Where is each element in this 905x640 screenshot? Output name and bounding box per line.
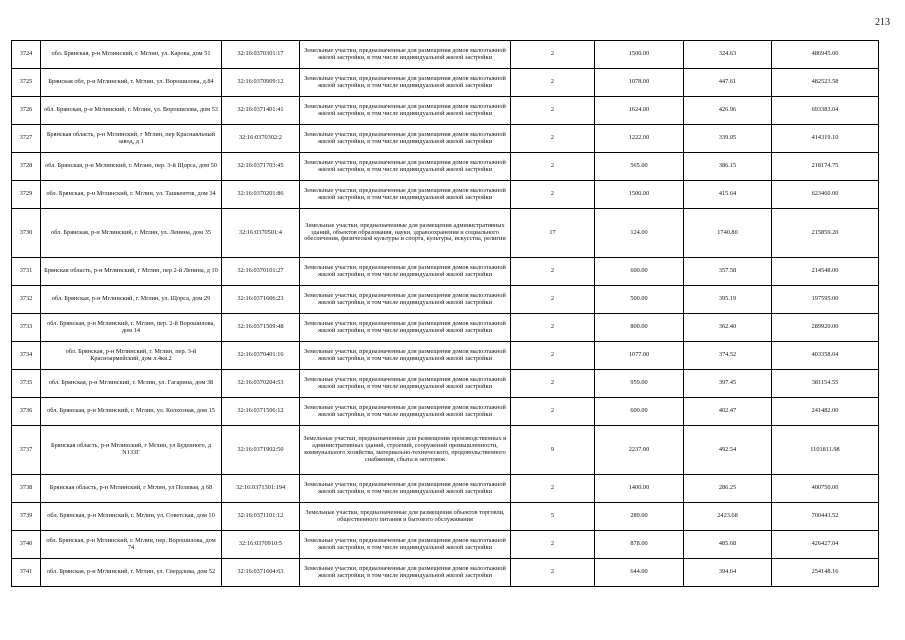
- land-use-cell: Земельные участки, предназначенные для размещения домов малоэтажной жилой застройки, в том числе индивидуальной жилой застройки: [300, 559, 511, 587]
- address-cell: обл. Брянская, р-н Мглинский, г. Мглин, ул. Советская, дом 10: [41, 503, 222, 531]
- area-cell: 1078.00: [595, 69, 684, 97]
- cadastral-number-cell: 32:16:0370301:17: [222, 41, 300, 69]
- specific-value-cell: 447.61: [684, 69, 772, 97]
- row-number-cell: 3741: [12, 559, 41, 587]
- specific-value-cell: 324.63: [684, 41, 772, 69]
- area-cell: 500.00: [595, 286, 684, 314]
- land-use-cell: Земельные участки, предназначенные для размещения домов малоэтажной жилой застройки, в том числе индивидуальной жилой застройки: [300, 314, 511, 342]
- row-number-cell: 3737: [12, 426, 41, 475]
- cadastral-value-cell: 241482.00: [772, 398, 879, 426]
- area-cell: 1222.00: [595, 125, 684, 153]
- group-number-cell: 2: [511, 370, 595, 398]
- specific-value-cell: 395.19: [684, 286, 772, 314]
- area-cell: 1400.00: [595, 475, 684, 503]
- address-cell: Брянская область, р-н Мглинский, г Мглин, пер 2-й Ленина, д 10: [41, 258, 222, 286]
- specific-value-cell: 357.58: [684, 258, 772, 286]
- cadastral-number-cell: 32:16:0370101:27: [222, 258, 300, 286]
- land-use-cell: Земельные участки, предназначенные для размещения домов малоэтажной жилой застройки, в том числе индивидуальной жилой застройки: [300, 125, 511, 153]
- cadastral-number-cell: 32:16:0370201:86: [222, 181, 300, 209]
- specific-value-cell: 286.25: [684, 475, 772, 503]
- land-use-cell: Земельные участки, предназначенные для размещения домов малоэтажной жилой застройки, в том числе индивидуальной жилой застройки: [300, 370, 511, 398]
- group-number-cell: 2: [511, 258, 595, 286]
- cadastral-number-cell: 32:16:0370909:12: [222, 69, 300, 97]
- address-cell: обл. Брянская, р-н Мглинский, г. Мглин, ул. Свердлова, дом 52: [41, 559, 222, 587]
- table-row: [12, 258, 879, 286]
- address-cell: обл. Брянская, р-н Мглинский, г. Мглин, пер. 2-й Ворошилова, дом 14: [41, 314, 222, 342]
- table-row: [12, 125, 879, 153]
- address-cell: обл. Брянская, р-н Мглинский, г. Мглин, ул. Щорса, дом 29: [41, 286, 222, 314]
- specific-value-cell: 485.68: [684, 531, 772, 559]
- area-cell: 600.00: [595, 398, 684, 426]
- cadastral-value-cell: 381154.55: [772, 370, 879, 398]
- table-row: [12, 97, 879, 125]
- address-cell: обл. Брянская, р-н Мглинский, г. Мглин, пер. 3-й Красноармейский, дом л.4кв.2: [41, 342, 222, 370]
- land-use-cell: Земельные участки, предназначенные для размещения домов малоэтажной жилой застройки, в том числе индивидуальной жилой застройки: [300, 41, 511, 69]
- table-row: [12, 503, 879, 531]
- specific-value-cell: 415.64: [684, 181, 772, 209]
- area-cell: 565.00: [595, 153, 684, 181]
- land-use-cell: Земельные участки, предназначенные для размещения домов малоэтажной жилой застройки, в том числе индивидуальной жилой застройки: [300, 97, 511, 125]
- row-number-cell: 3731: [12, 258, 41, 286]
- table-row: [12, 286, 879, 314]
- cadastral-value-cell: 693383.04: [772, 97, 879, 125]
- land-use-cell: Земельные участки, предназначенные для размещения домов малоэтажной жилой застройки, в том числе индивидуальной жилой застройки: [300, 286, 511, 314]
- specific-value-cell: 402.47: [684, 398, 772, 426]
- table-row: [12, 153, 879, 181]
- address-cell: Брянская обл, р-н Мглинский, г. Мглин, ул. Ворошилова, д.84: [41, 69, 222, 97]
- specific-value-cell: 426.96: [684, 97, 772, 125]
- row-number-cell: 3728: [12, 153, 41, 181]
- address-cell: обл. Брянская, р-н Мглинский, г. Мглин, ул. Ташкентов, дом 34: [41, 181, 222, 209]
- row-number-cell: 3738: [12, 475, 41, 503]
- cadastral-value-cell: 214548.00: [772, 258, 879, 286]
- cadastral-value-table: [11, 40, 879, 587]
- table-row: [12, 426, 879, 475]
- group-number-cell: 2: [511, 286, 595, 314]
- specific-value-cell: 386.15: [684, 153, 772, 181]
- table-row: [12, 209, 879, 258]
- cadastral-number-cell: 32:16:0371101:12: [222, 503, 300, 531]
- table-row: [12, 69, 879, 97]
- specific-value-cell: 397.45: [684, 370, 772, 398]
- area-cell: 600.00: [595, 258, 684, 286]
- area-cell: 124.00: [595, 209, 684, 258]
- group-number-cell: 17: [511, 209, 595, 258]
- row-number-cell: 3733: [12, 314, 41, 342]
- cadastral-number-cell: 32:16:0371301:194: [222, 475, 300, 503]
- table-row: [12, 559, 879, 587]
- row-number-cell: 3730: [12, 209, 41, 258]
- cadastral-value-cell: 1101811.98: [772, 426, 879, 475]
- cadastral-value-cell: 215859.20: [772, 209, 879, 258]
- specific-value-cell: 492.54: [684, 426, 772, 475]
- row-number-cell: 3726: [12, 97, 41, 125]
- cadastral-value-cell: 403358.04: [772, 342, 879, 370]
- group-number-cell: 2: [511, 475, 595, 503]
- row-number-cell: 3736: [12, 398, 41, 426]
- cadastral-number-cell: 32:16:0371506:12: [222, 398, 300, 426]
- land-use-cell: Земельные участки, предназначенные для размещения административных зданий, объектов образования, науки, здравоохранения и социального обеспечения, физической культуры и спорта, культуры, искусства, религии: [300, 209, 511, 258]
- land-use-cell: Земельные участки, предназначенные для размещения производственных и административных зданий, строений, сооружений промышленности, коммунального хозяйства, материально-технического, продовольственного снабжения, сбыта и заготовок: [300, 426, 511, 475]
- cadastral-number-cell: 32:16:0371604:63: [222, 559, 300, 587]
- address-cell: Брянская область, р-н Мглинский, г Мглин, ул Буденного, д N133Г: [41, 426, 222, 475]
- address-cell: обл. Брянская, р-н Мглинский, г. Мглин, ул. Карова, дом 51: [41, 41, 222, 69]
- row-number-cell: 3732: [12, 286, 41, 314]
- specific-value-cell: 2423.68: [684, 503, 772, 531]
- cadastral-number-cell: 32:16:0371401:41: [222, 97, 300, 125]
- area-cell: 1500.00: [595, 181, 684, 209]
- row-number-cell: 3740: [12, 531, 41, 559]
- cadastral-number-cell: 32:16:0370302:2: [222, 125, 300, 153]
- area-cell: 644.00: [595, 559, 684, 587]
- land-use-cell: Земельные участки, предназначенные для размещения домов малоэтажной жилой застройки, в том числе индивидуальной жилой застройки: [300, 69, 511, 97]
- land-use-cell: Земельные участки, предназначенные для размещения домов малоэтажной жилой застройки, в том числе индивидуальной жилой застройки: [300, 181, 511, 209]
- group-number-cell: 2: [511, 314, 595, 342]
- table-row: [12, 342, 879, 370]
- cadastral-value-cell: 700443.52: [772, 503, 879, 531]
- group-number-cell: 2: [511, 559, 595, 587]
- specific-value-cell: 374.52: [684, 342, 772, 370]
- table-row: [12, 314, 879, 342]
- cadastral-number-cell: 32:16:0370910:5: [222, 531, 300, 559]
- area-cell: 800.00: [595, 314, 684, 342]
- row-number-cell: 3725: [12, 69, 41, 97]
- address-cell: Брянская область, р-н Мглинский, г Мглин, пер Краснаяльный завод, д 1: [41, 125, 222, 153]
- table-row: [12, 370, 879, 398]
- area-cell: 1624.00: [595, 97, 684, 125]
- land-use-cell: Земельные участки, предназначенные для размещения домов малоэтажной жилой застройки, в том числе индивидуальной жилой застройки: [300, 153, 511, 181]
- row-number-cell: 3729: [12, 181, 41, 209]
- table-row: [12, 181, 879, 209]
- row-number-cell: 3727: [12, 125, 41, 153]
- row-number-cell: 3734: [12, 342, 41, 370]
- page-number: 213: [875, 17, 890, 28]
- specific-value-cell: 1740.80: [684, 209, 772, 258]
- row-number-cell: 3724: [12, 41, 41, 69]
- cadastral-number-cell: 32:16:0371703:45: [222, 153, 300, 181]
- cadastral-value-cell: 426427.04: [772, 531, 879, 559]
- area-cell: 1500.00: [595, 41, 684, 69]
- cadastral-number-cell: 32:16:0370204:53: [222, 370, 300, 398]
- land-use-cell: Земельные участки, предназначенные для размещения домов малоэтажной жилой застройки, в том числе индивидуальной жилой застройки: [300, 398, 511, 426]
- land-use-cell: Земельные участки, предназначенные для размещения домов малоэтажной жилой застройки, в том числе индивидуальной жилой застройки: [300, 258, 511, 286]
- land-use-cell: Земельные участки, предназначенные для размещения домов малоэтажной жилой застройки, в том числе индивидуальной жилой застройки: [300, 531, 511, 559]
- specific-value-cell: 362.40: [684, 314, 772, 342]
- area-cell: 1077.00: [595, 342, 684, 370]
- row-number-cell: 3735: [12, 370, 41, 398]
- row-number-cell: 3739: [12, 503, 41, 531]
- cadastral-value-cell: 289920.00: [772, 314, 879, 342]
- table-row: [12, 398, 879, 426]
- group-number-cell: 2: [511, 153, 595, 181]
- cadastral-value-cell: 486945.00: [772, 41, 879, 69]
- specific-value-cell: 339.05: [684, 125, 772, 153]
- cadastral-value-cell: 482523.58: [772, 69, 879, 97]
- cadastral-number-cell: 32:16:0370401:16: [222, 342, 300, 370]
- land-use-cell: Земельные участки, предназначенные для размещения домов малоэтажной жилой застройки, в том числе индивидуальной жилой застройки: [300, 475, 511, 503]
- address-cell: обл. Брянская, р-н Мглинский, г. Мглин, ул. Ленина, дом 35: [41, 209, 222, 258]
- group-number-cell: 2: [511, 342, 595, 370]
- cadastral-value-cell: 197595.00: [772, 286, 879, 314]
- cadastral-number-cell: 32:16:0371606:23: [222, 286, 300, 314]
- cadastral-number-cell: 32:16:0370501:4: [222, 209, 300, 258]
- group-number-cell: 5: [511, 503, 595, 531]
- land-use-cell: Земельные участки, предназначенные для размещения домов малоэтажной жилой застройки, в том числе индивидуальной жилой застройки: [300, 342, 511, 370]
- table-row: [12, 475, 879, 503]
- group-number-cell: 2: [511, 181, 595, 209]
- cadastral-number-cell: 32:16:0371902:50: [222, 426, 300, 475]
- group-number-cell: 2: [511, 69, 595, 97]
- cadastral-value-cell: 218174.75: [772, 153, 879, 181]
- group-number-cell: 2: [511, 125, 595, 153]
- cadastral-value-cell: 623460.00: [772, 181, 879, 209]
- address-cell: обл. Брянская, р-н Мглинский, г. Мглин, пер. 3-й Щорса, дом 50: [41, 153, 222, 181]
- cadastral-value-cell: 400750.00: [772, 475, 879, 503]
- group-number-cell: 2: [511, 97, 595, 125]
- area-cell: 878.00: [595, 531, 684, 559]
- address-cell: обл. Брянская, р-н Мглинский, г. Мглин, ул. Ворошилова, дом 53: [41, 97, 222, 125]
- cadastral-value-cell: 414319.10: [772, 125, 879, 153]
- specific-value-cell: 394.64: [684, 559, 772, 587]
- area-cell: 2237.00: [595, 426, 684, 475]
- group-number-cell: 9: [511, 426, 595, 475]
- area-cell: 289.00: [595, 503, 684, 531]
- group-number-cell: 2: [511, 398, 595, 426]
- group-number-cell: 2: [511, 41, 595, 69]
- address-cell: обл. Брянская, р-н Мглинский, г. Мглин, ул. Колхозная, дом 15: [41, 398, 222, 426]
- cadastral-value-cell: 254148.16: [772, 559, 879, 587]
- table-row: [12, 41, 879, 69]
- area-cell: 959.00: [595, 370, 684, 398]
- address-cell: обл. Брянская, р-н Мглинский, г. Мглин, пер. Ворошилова, дом 74: [41, 531, 222, 559]
- land-use-cell: Земельные участки, предназначенные для размещения объектов торговли, общественного питания и бытового обслуживания: [300, 503, 511, 531]
- address-cell: Брянская область, р-н Мглинский, г Мглин, ул Полевая, д 68: [41, 475, 222, 503]
- address-cell: обл. Брянская, р-н Мглинский, г. Мглин, ул. Гагарина, дом 38: [41, 370, 222, 398]
- table-row: [12, 531, 879, 559]
- cadastral-number-cell: 32:16:0371509:48: [222, 314, 300, 342]
- group-number-cell: 2: [511, 531, 595, 559]
